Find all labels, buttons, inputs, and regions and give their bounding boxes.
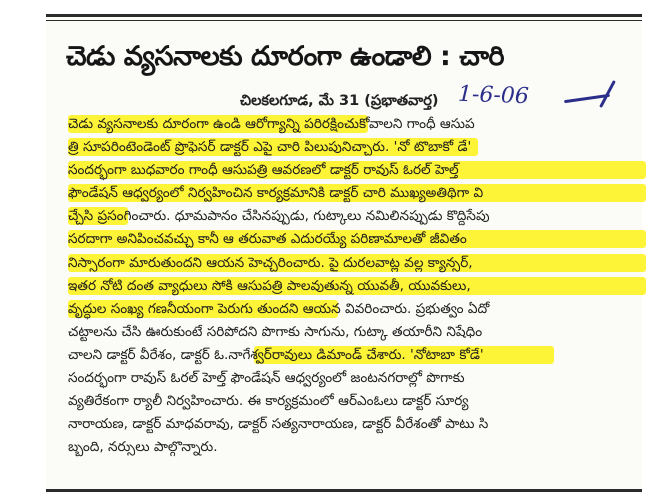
article-line-text: సందర్భంగా బుధవారం గాంధీ ఆసుపత్రి ఆవరణలో డాక్టర్ రావుస్ ఓరల్ హెల్త్ bbox=[68, 162, 459, 179]
article-line-text: చట్టాలను చేసి ఊరుకుంటే సరిపోదని పొగాకు సాగును, గుట్కా తయారీని నిషేధిం bbox=[68, 323, 483, 340]
article-line bbox=[68, 182, 646, 205]
article-line-text: నిస్సారంగా మారుతుందని ఆయన హెచ్చరించారు. పై దురలవాట్ల వల్ల క్యాన్సర్, bbox=[68, 254, 473, 271]
article-line-text: చాలని డాక్టర్ వీరేశం, డాక్టర్ ఓ.నాగేశ్వర్‌రావులు డిమాండ్ చేశారు. 'నోటాబా కోడే' bbox=[68, 346, 484, 363]
article-line-text: చెడు వ్యసనాలకు దూరంగా ఉండి ఆరోగ్యాన్ని పరిరక్షించుకోవాలని గాంధీ ఆసుప bbox=[68, 116, 475, 132]
article-line bbox=[68, 367, 646, 390]
article-line bbox=[68, 413, 646, 436]
article-line bbox=[68, 228, 646, 251]
article-line-text: ఫౌండేషన్ ఆధ్వర్యంలో నిర్వహించిన కార్యక్రమానికి డాక్టర్ చారి ముఖ్యఅతిథిగా వి bbox=[68, 185, 484, 202]
article-line bbox=[68, 275, 646, 298]
article-line bbox=[68, 205, 646, 228]
newspaper-clipping bbox=[46, 14, 642, 492]
article-line bbox=[68, 252, 646, 275]
article-line-text: వ్యతిరేకంగా ర్యాలీ నిర్వహించారు. ఈ కార్యక్రమంలో ఆర్‌ఎంఓలు డాక్టర్ సూర్య bbox=[68, 393, 469, 410]
headline: చెడు వ్యసనాలకు దూరంగా ఉండాలి : చారి bbox=[66, 41, 505, 72]
article-line-text: చ్చేసి ప్రసంగించారు. ధూమపానం చేసినప్పుడు, గుట్కాలు నమిలినప్పుడు కొద్దిసేపు bbox=[68, 208, 490, 225]
article-line-text: సరదాగా అనిపించవచ్చు కానీ ఆ తరువాత ఎదురయ్యే పరిణామాలతో జీవితం bbox=[68, 231, 467, 248]
article-body bbox=[68, 113, 646, 459]
dateline: చిలకలగూడ, మే 31 (ప్రభాతవార్త) bbox=[240, 93, 439, 109]
handwritten-date: 1-6-06 bbox=[457, 81, 530, 110]
article-line-text: వృద్ధుల సంఖ్య గణనీయంగా పెరుగు తుందని ఆయన వివరించారు. ప్రభుత్వం ఏదో bbox=[68, 300, 490, 317]
article-line bbox=[68, 298, 646, 321]
article-line-text: నారాయణ, డాక్టర్ మాధవరావు, డాక్టర్ సత్యనారాయణ, డాక్టర్ వీరేశంతో పాటు సి bbox=[68, 416, 489, 433]
article-line-text: ఇతర నోటి దంత వ్యాధులు సోకి ఆసుపత్రి పాలవుతున్న యువతీ, యువకులు, bbox=[68, 277, 471, 294]
article-line bbox=[68, 436, 646, 459]
article-line-text: బ్బంది, నర్సులు పాల్గొన్నారు. bbox=[68, 439, 218, 456]
article-line-text: త్రి సూపరింటెండెంట్ ప్రొఫెసర్ డాక్టర్ ఎపై చారి పిలుపునిచ్చారు. 'నో టొబాకో డే' bbox=[68, 139, 472, 156]
article-line bbox=[68, 136, 646, 159]
article-line bbox=[68, 344, 646, 367]
article-line bbox=[68, 321, 646, 344]
article-line bbox=[68, 159, 646, 182]
article-line bbox=[68, 390, 646, 413]
article-line bbox=[68, 113, 646, 136]
article-line-text: సందర్భంగా రావుస్ ఓరల్ హెల్త్ ఫౌండేషన్ ఆధ్వర్యంలో జంటనగరాల్లో పొగాకు bbox=[68, 370, 465, 387]
